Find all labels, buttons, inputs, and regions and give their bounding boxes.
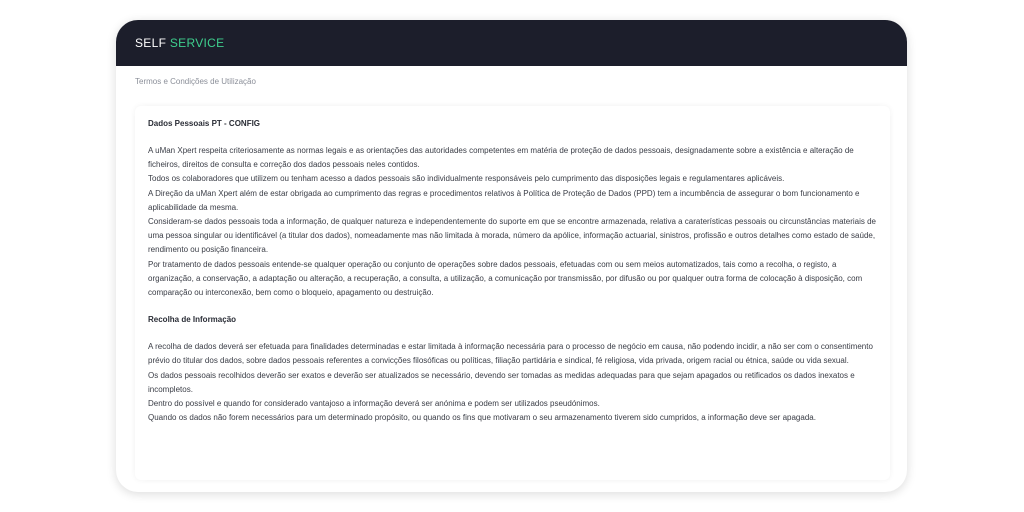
section-title-recolha: Recolha de Informação [148,315,237,325]
paragraph: A recolha de dados deverá ser efetuada para finalidades determinadas e estar limitada à informação necessária para o processo de negócio em causa, não podendo incidir, a não ser com o consentimento prévio do titular dos dados, sobre dados pessoais referentes a convicções filosóficas ou políticas, filiação partidária e sindical, fé religiosa, vida privada, origem racial ou étnica, saúde ou vida sexual. [148,342,873,366]
section-title-dados-pessoais: Dados Pessoais PT - CONFIG [148,119,261,128]
section-body-recolha [148,340,877,425]
brand-text-service: SERVICE [169,36,225,50]
paragraph: Dentro do possível e quando for considerado vantajoso a informação deverá ser anónima e podem ser utilizados pseudónimos. [148,399,600,409]
paragraph: A Direção da uMan Xpert além de estar obrigada ao cumprimento das regras e procedimentos relativos à Política de Proteção de Dados (PPD) tem a incumbência de assegurar o bom funcionamento e aplicabilidade da mesma. [148,188,860,212]
terms-content-panel[interactable] [135,106,890,480]
header-bar [116,20,907,66]
paragraph: Por tratamento de dados pessoais entende-se qualquer operação ou conjunto de operações sobre dados pessoais, efetuadas com ou sem meios automatizados, tais como a recolha, o registo, a organização, a conservação, a adaptação ou alteração, a recuperação, a consulta, a utilização, a comunicação por transmissão, por difusão ou por qualquer outra forma de colocação à disposição, com comparação ou interconexão, bem como o bloqueio, apagamento ou destruição. [148,259,863,298]
paragraph: Os dados pessoais recolhidos deverão ser exatos e deverão ser atualizados se necessário, devendo ser tomadas as medidas adequadas para que sejam apagados ou retificados os dados inexatos e incompletos. [148,370,855,394]
breadcrumb: Termos e Condições de Utilização [135,77,256,86]
app-window [116,20,907,492]
paragraph: Quando os dados não forem necessários para um determinado propósito, ou quando os fins que motivaram o seu armazenamento tiverem sido cumpridos, a informação deve ser apagada. [148,413,816,423]
brand-text-self: SELF [135,36,167,50]
paragraph: A uMan Xpert respeita criteriosamente as normas legais e as orientações das autoridades competentes em matéria de proteção de dados pessoais, designadamente sobre a existência e alteração de ficheiros, direitos de consulta e correção dos dados pessoais neles contidos. [148,146,854,170]
brand-logo[interactable] [135,36,224,50]
paragraph: Todos os colaboradores que utilizem ou tenham acesso a dados pessoais são individualmente responsáveis pelo cumprimento das disposições legais e regulamentares aplicáveis. [148,174,785,184]
paragraph: Consideram-se dados pessoais toda a informação, de qualquer natureza e independentemente do suporte em que se encontre armazenada, relativa a caraterísticas pessoais ou circunstâncias materiais de uma pessoa singular ou identificável (a titular dos dados), nomeadamente mas não limitada à morada, número da apólice, informação actuarial, sinistros, profissão e outros detalhes como estado de saúde, rendimento ou posição financeira. [148,217,876,255]
section-body-dados-pessoais [148,144,877,300]
